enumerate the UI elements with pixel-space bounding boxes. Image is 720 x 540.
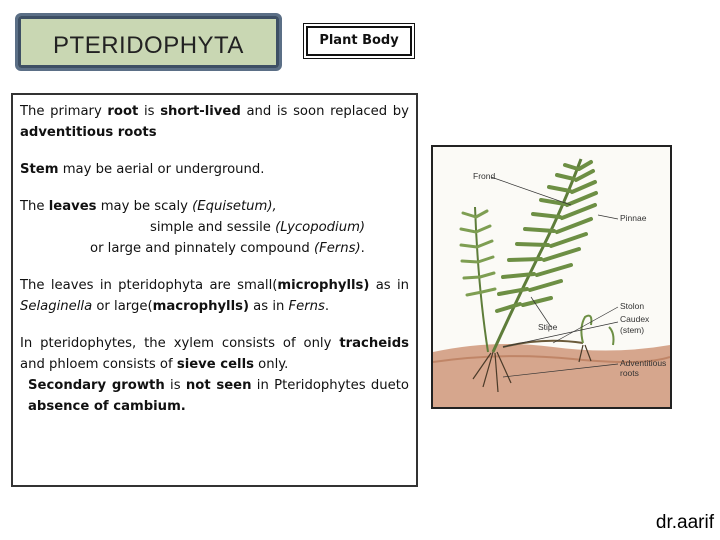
text-run: may be scaly xyxy=(96,199,193,214)
leaves-line-compound xyxy=(20,238,409,259)
text-run: is xyxy=(138,104,161,119)
plant-body-label: Plant Body xyxy=(306,26,412,56)
text-run: The leaves in pteridophyta are small( xyxy=(20,278,278,293)
text-run: tracheids xyxy=(339,336,409,351)
label-caudex: Caudex xyxy=(620,314,650,324)
text-run: macrophylls) xyxy=(152,299,249,314)
author-credit: dr.aarif xyxy=(655,512,714,533)
title-banner xyxy=(15,13,282,71)
text-run: leaves xyxy=(48,199,97,214)
leaves-line-simple xyxy=(20,217,409,238)
text-run: and phloem consists of xyxy=(20,357,177,372)
paragraph-stem xyxy=(20,159,409,180)
text-run: Secondary growth xyxy=(28,378,165,393)
text-run: adventitious roots xyxy=(20,125,157,140)
label-pinnae: Pinnae xyxy=(620,213,647,223)
text-run: Ferns xyxy=(288,299,325,314)
text-run: (Ferns) xyxy=(313,241,361,256)
text-run: and is soon replaced by xyxy=(240,104,409,119)
text-run: as in xyxy=(369,278,410,293)
paragraph-leaves xyxy=(20,196,409,259)
text-run: is xyxy=(164,378,186,393)
text-run: may be aerial or underground. xyxy=(58,162,265,177)
leaves-line-scaly xyxy=(20,196,409,217)
text-run: simple and sessile xyxy=(150,220,276,235)
text-run: . xyxy=(324,299,330,314)
label-adventitious-roots: Adventitious roots xyxy=(620,358,667,378)
text-run: (Equisetum), xyxy=(192,199,277,214)
text-run: The primary xyxy=(20,104,108,119)
paragraph-xylem xyxy=(20,333,409,375)
page-title: PTERIDOPHYTA xyxy=(53,32,244,59)
paragraph-phylls xyxy=(20,275,409,317)
content-box xyxy=(11,93,418,487)
label-stolon: Stolon xyxy=(620,301,645,311)
text-run: short-lived xyxy=(160,104,241,119)
text-run: absence of cambium. xyxy=(28,399,186,414)
paragraph-secondary-growth xyxy=(20,375,409,417)
text-run: In pteridophytes, the xylem consists of only xyxy=(20,336,340,351)
label-frond: Frond xyxy=(473,171,496,181)
label-stipe: Stipe xyxy=(538,322,558,332)
fern-diagram xyxy=(431,145,672,409)
text-run: as in xyxy=(248,299,289,314)
text-run: Stem xyxy=(20,162,59,177)
text-run: The xyxy=(20,199,49,214)
text-run: in Pteridophytes dueto xyxy=(251,378,409,393)
text-run: . xyxy=(360,241,365,256)
label-caudex-stem: (stem) xyxy=(620,325,645,335)
text-run: microphylls) xyxy=(277,278,370,293)
text-run: root xyxy=(107,104,139,119)
text-run: only. xyxy=(253,357,289,372)
text-run: or large and pinnately compound xyxy=(90,241,314,256)
text-run: not seen xyxy=(185,378,252,393)
text-run: Selaginella xyxy=(20,299,93,314)
text-run: or large( xyxy=(92,299,153,314)
paragraph-root xyxy=(20,101,409,143)
text-run: (Lycopodium) xyxy=(275,220,366,235)
text-run: sieve cells xyxy=(176,357,254,372)
